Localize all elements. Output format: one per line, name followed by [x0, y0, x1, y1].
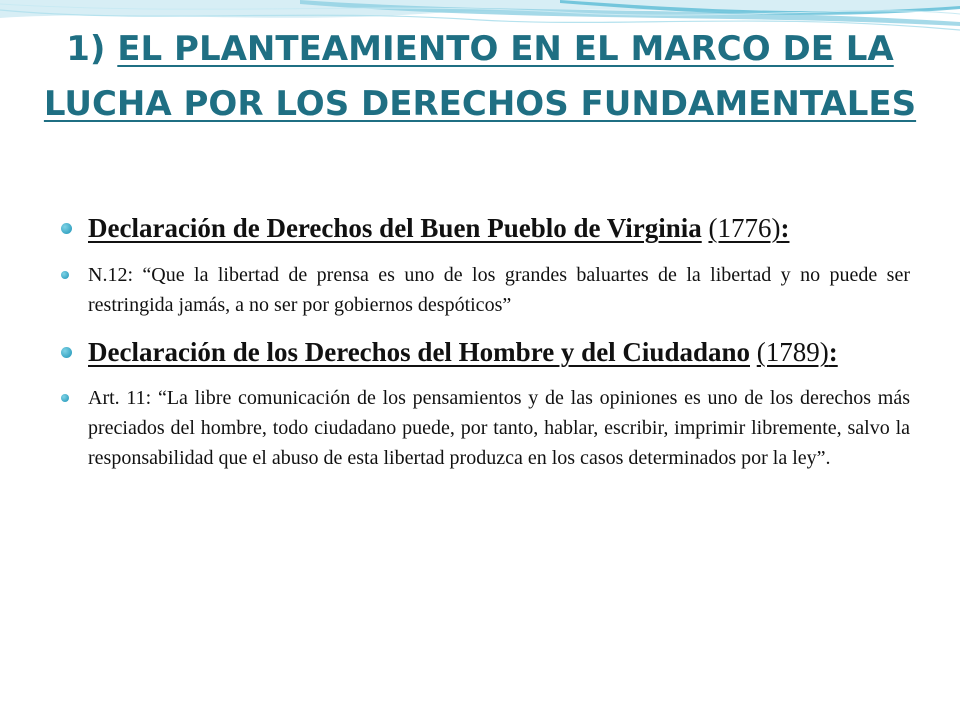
- title-text: EL PLANTEAMIENTO EN EL MARCO DE LA LUCHA POR LOS DERECHOS FUNDAMENTALES: [43, 29, 917, 124]
- item-heading: Declaración de Derechos del Buen Pueblo de Virginia: [88, 213, 702, 243]
- list-item-french-declaration: [60, 334, 910, 371]
- bullet-icon: [61, 394, 69, 402]
- item-colon: :: [828, 337, 838, 367]
- slide-title: [40, 22, 920, 132]
- bullet-icon: [61, 271, 69, 279]
- list-item-virginia-quote: [60, 260, 910, 320]
- item-colon: :: [780, 213, 790, 243]
- item-year: (1776): [708, 213, 781, 243]
- item-year: (1789): [756, 337, 829, 367]
- title-number: 1): [66, 29, 106, 69]
- slide-body: [60, 210, 910, 473]
- item-heading: Declaración de los Derechos del Hombre y del Ciudadano: [88, 337, 750, 367]
- list-item-virginia-declaration: [60, 210, 910, 247]
- item-text: N.12: “Que la libertad de prensa es uno de los grandes baluartes de la libertad y no puede ser restringida jamás, a no ser por gobiernos despóticos”: [88, 264, 910, 316]
- item-text: Art. 11: “La libre comunicación de los pensamientos y de las opiniones es uno de los derechos más preciados del hombre, todo ciudadano puede, por tanto, hablar, escribir, imprimir libremente, salvo la responsabilidad que el abuso de esta libertad produzca en los casos determinados por la ley”.: [88, 387, 910, 469]
- bullet-icon: [61, 347, 72, 358]
- list-item-french-quote: [60, 383, 910, 473]
- bullet-icon: [61, 223, 72, 234]
